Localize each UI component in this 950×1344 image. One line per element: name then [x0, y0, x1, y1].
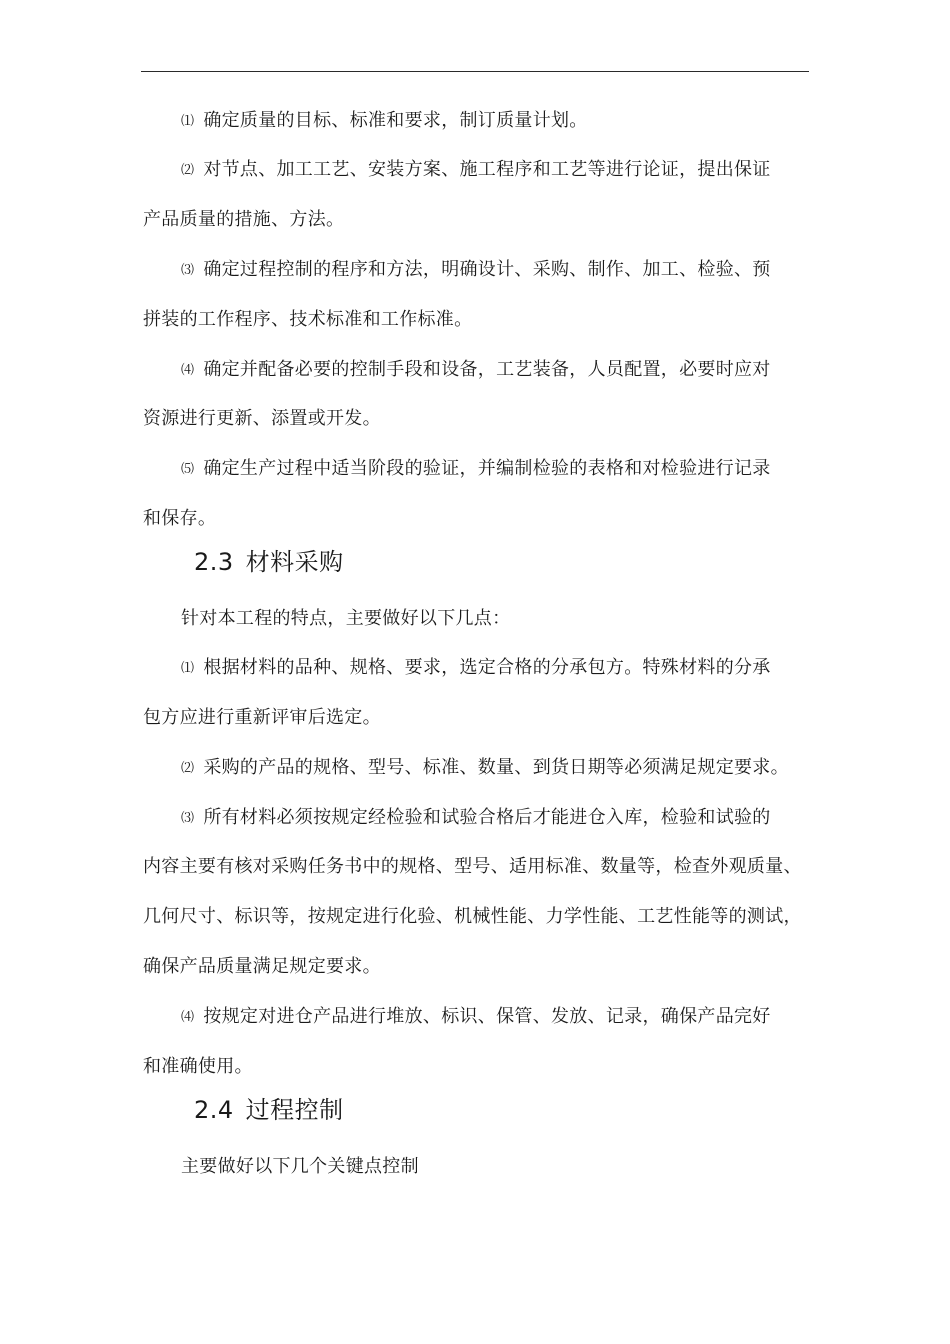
- item-number: ⑶: [181, 263, 195, 278]
- section-heading-2-3: [194, 547, 344, 577]
- list-item-4-continuation: 和准确使用。: [143, 1056, 253, 1077]
- section-intro: 针对本工程的特点，主要做好以下几点：: [181, 608, 511, 629]
- section-number: 2.3: [194, 548, 234, 576]
- paragraph-item-3-continuation: 拼装的工作程序、技术标准和工作标准。: [143, 309, 473, 330]
- paragraph-item-4: [181, 357, 851, 384]
- list-item-2: [181, 755, 851, 782]
- list-item-text: 根据材料的品种、规格、要求，选定合格的分承包方。特殊材料的分承: [203, 657, 771, 678]
- item-number: ⑸: [181, 462, 195, 477]
- item-number: ⑶: [181, 811, 195, 826]
- list-item-1: [181, 655, 851, 682]
- section-title: 过程控制: [245, 1096, 344, 1124]
- section-number: 2.4: [194, 1096, 234, 1124]
- paragraph-text: 确定质量的目标、标准和要求，制订质量计划。: [203, 110, 588, 131]
- item-number: ⑵: [181, 761, 195, 776]
- item-number: ⑷: [181, 1010, 195, 1025]
- paragraph-item-3: [181, 257, 851, 284]
- paragraph-text: 对节点、加工工艺、安装方案、施工程序和工艺等进行论证，提出保证: [203, 159, 771, 180]
- paragraph-item-5-continuation: 和保存。: [143, 508, 217, 529]
- section-title: 材料采购: [245, 548, 344, 576]
- header-rule: [141, 71, 809, 72]
- paragraph-text: 确定生产过程中适当阶段的验证，并编制检验的表格和对检验进行记录: [203, 458, 771, 479]
- list-item-text: 所有材料必须按规定经检验和试验合格后才能进仓入库，检验和试验的: [203, 807, 771, 828]
- list-item-text: 按规定对进仓产品进行堆放、标识、保管、发放、记录，确保产品完好: [203, 1006, 771, 1027]
- list-item-text: 采购的产品的规格、型号、标准、数量、到货日期等必须满足规定要求。: [203, 757, 789, 778]
- paragraph-text: 确定过程控制的程序和方法，明确设计、采购、制作、加工、检验、预: [203, 259, 771, 280]
- section-heading-2-4: [194, 1095, 344, 1125]
- list-item-3: [181, 805, 851, 832]
- paragraph-item-2-continuation: 产品质量的措施、方法。: [143, 209, 345, 230]
- list-item-3-continuation: 几何尺寸、标识等，按规定进行化验、机械性能、力学性能、工艺性能等的测试，: [143, 906, 802, 927]
- item-number: ⑷: [181, 363, 195, 378]
- item-number: ⑴: [181, 661, 195, 676]
- paragraph-item-4-continuation: 资源进行更新、添置或开发。: [143, 408, 381, 429]
- paragraph-item-1: [181, 108, 851, 135]
- paragraph-text: 确定并配备必要的控制手段和设备，工艺装备，人员配置，必要时应对: [203, 359, 771, 380]
- list-item-3-continuation: 内容主要有核对采购任务书中的规格、型号、适用标准、数量等，检查外观质量、: [143, 856, 802, 877]
- paragraph-item-2: [181, 157, 851, 184]
- list-item-3-continuation: 确保产品质量满足规定要求。: [143, 956, 381, 977]
- item-number: ⑵: [181, 163, 195, 178]
- item-number: ⑴: [181, 114, 195, 129]
- list-item-1-continuation: 包方应进行重新评审后选定。: [143, 707, 381, 728]
- list-item-4: [181, 1004, 851, 1031]
- paragraph-item-5: [181, 456, 851, 483]
- section-intro: 主要做好以下几个关键点控制: [181, 1156, 419, 1177]
